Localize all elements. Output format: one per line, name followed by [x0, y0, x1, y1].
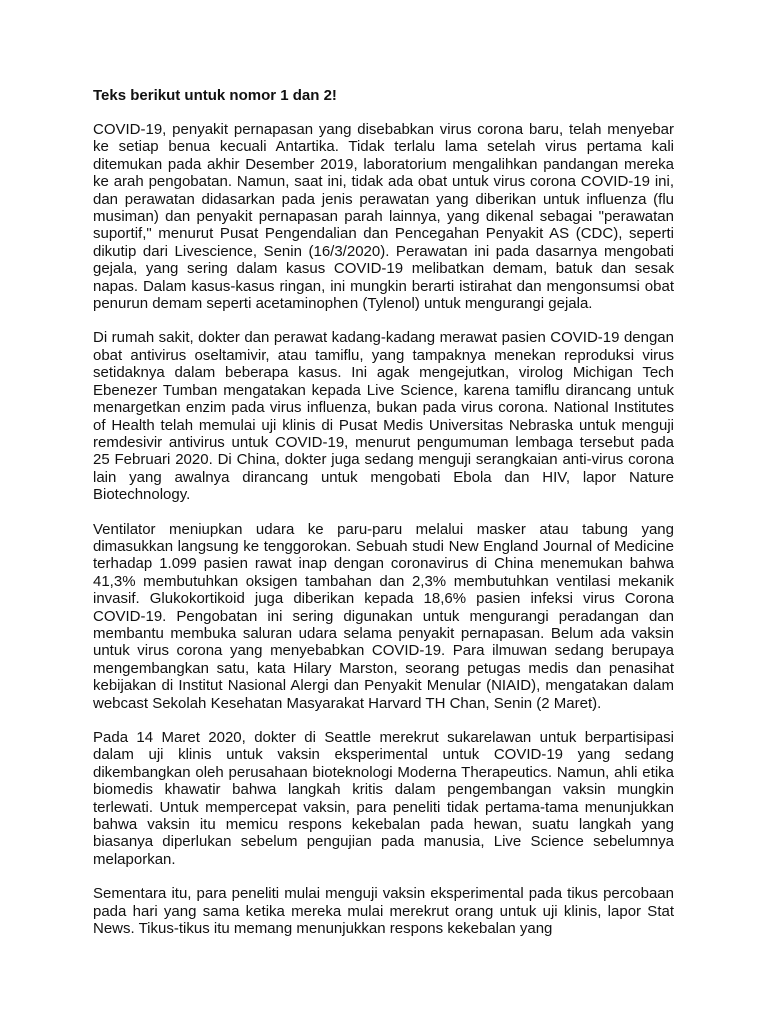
document-heading: Teks berikut untuk nomor 1 dan 2! [93, 87, 337, 104]
paragraph-1: COVID-19, penyakit pernapasan yang disebabkan virus corona baru, telah menyebar ke setiap benua kecuali Antartika. Tidak terlalu lama setelah virus pertama kali ditemukan pada akhir Desember 2019, laboratorium mengalihkan pandangan mereka ke arah pengobatan. Namun, saat ini, tidak ada obat untuk virus corona COVID-19 ini, dan perawatan didasarkan pada jenis perawatan yang diberikan untuk influenza (flu musiman) dan penyakit pernapasan parah lainnya, yang dikenal sebagai "perawatan suportif," menurut Pusat Pengendalian dan Pencegahan Penyakit AS (CDC), seperti dikutip dari Livescience, Senin (16/3/2020). Perawatan ini pada dasarnya mengobati gejala, yang sering dalam kasus COVID-19 melibatkan demam, batuk dan sesak napas. Dalam kasus-kasus ringan, ini mungkin berarti istirahat dan mengonsumsi obat penurun demam seperti acetaminophen (Tylenol) untuk mengurangi gejala. [93, 121, 674, 313]
paragraph-4: Pada 14 Maret 2020, dokter di Seattle merekrut sukarelawan untuk berpartisipasi dalam uji klinis untuk vaksin eksperimental untuk COVID-19 yang sedang dikembangkan oleh perusahaan bioteknologi Moderna Therapeutics. Namun, ahli etika biomedis khawatir bahwa langkah kritis dalam pengembangan vaksin mungkin terlewati. Untuk mempercepat vaksin, para peneliti tidak pertama-tama menunjukkan bahwa vaksin itu memicu respons kekebalan pada hewan, suatu langkah yang biasanya diperlukan sebelum pengujian pada manusia, Live Science sebelumnya melaporkan. [93, 729, 674, 868]
document-page [93, 86, 674, 954]
paragraph-5: Sementara itu, para peneliti mulai menguji vaksin eksperimental pada tikus percobaan pada hari yang sama ketika mereka mulai merekrut orang untuk uji klinis, lapor Stat News. Tikus-tikus itu memang menunjukkan respons kekebalan yang [93, 885, 674, 938]
paragraph-3: Ventilator meniupkan udara ke paru-paru melalui masker atau tabung yang dimasukkan langsung ke tenggorokan. Sebuah studi New England Journal of Medicine terhadap 1.099 pasien rawat inap dengan coronavirus di China menemukan bahwa 41,3% membutuhkan oksigen tambahan dan 2,3% membutuhkan ventilasi mekanik invasif. Glukokortikoid juga diberikan kepada 18,6% pasien infeksi virus Corona COVID-19. Pengobatan ini sering digunakan untuk mengurangi peradangan dan membantu membuka saluran udara selama penyakit pernapasan. Belum ada vaksin untuk virus corona yang menyebabkan COVID-19. Para ilmuwan sedang berupaya mengembangkan satu, kata Hilary Marston, seorang petugas medis dan penasihat kebijakan di Institut Nasional Alergi dan Penyakit Menular (NIAID), mengatakan dalam webcast Sekolah Kesehatan Masyarakat Harvard TH Chan, Senin (2 Maret). [93, 520, 674, 712]
paragraph-2: Di rumah sakit, dokter dan perawat kadang-kadang merawat pasien COVID-19 dengan obat antivirus oseltamivir, atau tamiflu, yang tampaknya menekan reproduksi virus setidaknya dalam beberapa kasus. Ini agak mengejutkan, virolog Michigan Tech Ebenezer Tumban mengatakan kepada Live Science, karena tamiflu dirancang untuk menargetkan enzim pada virus influenza, bukan pada virus corona. National Institutes of Health telah memulai uji klinis di Pusat Medis Universitas Nebraska untuk menguji remdesivir antivirus untuk COVID-19, menurut pengumuman lembaga tersebut pada 25 Februari 2020. Di China, dokter juga sedang menguji serangkaian anti-virus corona lain yang awalnya dirancang untuk mengobati Ebola dan HIV, lapor Nature Biotechnology. [93, 329, 674, 504]
